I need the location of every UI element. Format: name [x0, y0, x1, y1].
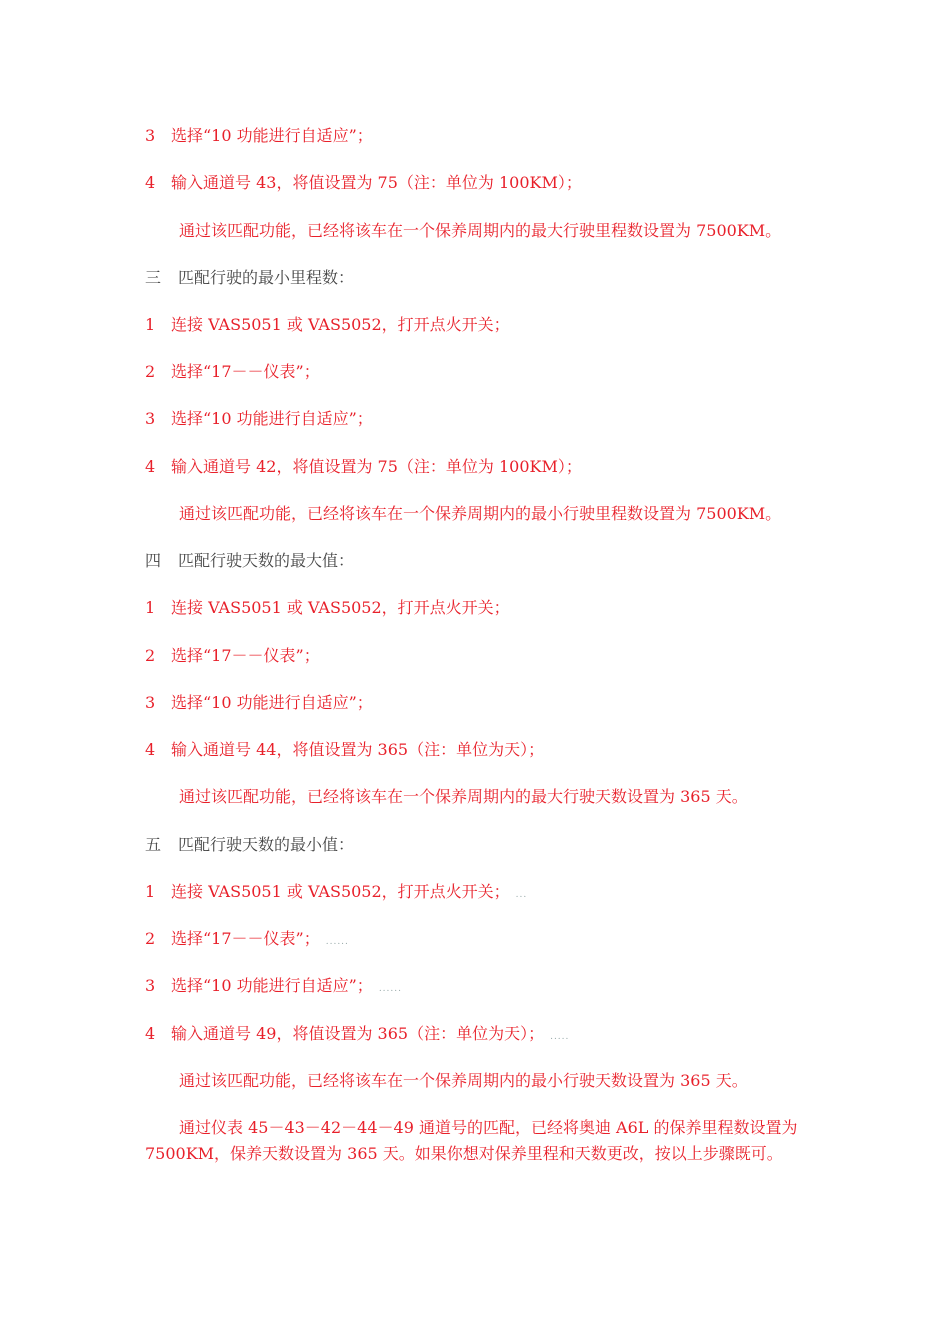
- step-text: 选择“10 功能进行自适应”；: [171, 693, 373, 712]
- step-text: 连接 VAS5051 或 VAS5052，打开点火开关；: [171, 315, 510, 334]
- step-line: [145, 740, 544, 760]
- section-title: 匹配行驶的最小里程数：: [178, 268, 355, 287]
- step-line: [145, 409, 373, 429]
- step-text: 输入通道号 43，将值设置为 75（注：单位为 100KM）；: [171, 173, 582, 192]
- section-title: 匹配行驶天数的最大值：: [178, 551, 355, 570]
- step-number: 1: [145, 882, 156, 901]
- step-line: [145, 126, 373, 146]
- section-number: 五: [145, 835, 162, 854]
- step-number: 4: [145, 457, 156, 476]
- step-line: [145, 315, 510, 335]
- step-text: 选择“10 功能进行自适应”；: [171, 409, 373, 428]
- step-line: [145, 646, 320, 666]
- step-number: 3: [145, 126, 156, 145]
- step-text: 选择“17－－仪表”；: [171, 646, 320, 665]
- section-number: 三: [145, 268, 162, 287]
- result-note: 通过该匹配功能，已经将该车在一个保养周期内的最大行驶天数设置为 365 天。: [179, 787, 748, 806]
- step-line: [145, 1024, 569, 1047]
- step-number: 2: [145, 362, 156, 381]
- section-heading: [145, 551, 354, 571]
- step-number: 2: [145, 929, 156, 948]
- step-number: 3: [145, 693, 156, 712]
- step-text: 连接 VAS5051 或 VAS5052，打开点火开关；: [171, 882, 510, 901]
- step-text: 输入通道号 42，将值设置为 75（注：单位为 100KM）；: [171, 457, 582, 476]
- result-note: 通过该匹配功能，已经将该车在一个保养周期内的最大行驶里程数设置为 7500KM。: [179, 221, 782, 240]
- step-text: 选择“17－－仪表”；: [171, 362, 320, 381]
- step-number: 4: [145, 740, 156, 759]
- step-line: [145, 693, 373, 713]
- step-number: 1: [145, 315, 156, 334]
- leader-dots: ......: [378, 984, 402, 994]
- result-note: 通过该匹配功能，已经将该车在一个保养周期内的最小行驶天数设置为 365 天。: [179, 1071, 748, 1090]
- leader-dots: .....: [550, 1032, 570, 1042]
- step-number: 2: [145, 646, 156, 665]
- step-text: 选择“17－－仪表”；: [171, 929, 320, 948]
- section-title: 匹配行驶天数的最小值：: [178, 835, 355, 854]
- section-heading: [145, 268, 354, 288]
- step-line: [145, 882, 527, 905]
- summary-line-1: 通过仪表 45－43－42－44－49 通道号的匹配，已经将奥迪 A6L 的保养里程数设置为: [179, 1118, 798, 1137]
- step-text: 输入通道号 49，将值设置为 365（注：单位为天）；: [171, 1024, 545, 1043]
- step-line: [145, 173, 582, 193]
- step-number: 3: [145, 409, 156, 428]
- section-heading: [145, 835, 354, 855]
- step-line: [145, 976, 402, 999]
- step-number: 4: [145, 1024, 156, 1043]
- summary-line-2: 7500KM，保养天数设置为 365 天。如果你想对保养里程和天数更改，按以上步骤既可。: [145, 1144, 783, 1163]
- leader-dots: ...: [515, 890, 528, 900]
- step-line: [145, 362, 320, 382]
- step-number: 3: [145, 976, 156, 995]
- step-line: [145, 457, 582, 477]
- step-text: 连接 VAS5051 或 VAS5052，打开点火开关；: [171, 598, 510, 617]
- step-number: 1: [145, 598, 156, 617]
- step-text: 选择“10 功能进行自适应”；: [171, 976, 373, 995]
- leader-dots: ......: [325, 937, 349, 947]
- section-number: 四: [145, 551, 162, 570]
- result-note: 通过该匹配功能，已经将该车在一个保养周期内的最小行驶里程数设置为 7500KM。: [179, 504, 782, 523]
- step-number: 4: [145, 173, 156, 192]
- step-text: 输入通道号 44，将值设置为 365（注：单位为天）；: [171, 740, 545, 759]
- summary-paragraph: [145, 1115, 805, 1167]
- step-line: [145, 598, 510, 618]
- step-text: 选择“10 功能进行自适应”；: [171, 126, 373, 145]
- step-line: [145, 929, 349, 952]
